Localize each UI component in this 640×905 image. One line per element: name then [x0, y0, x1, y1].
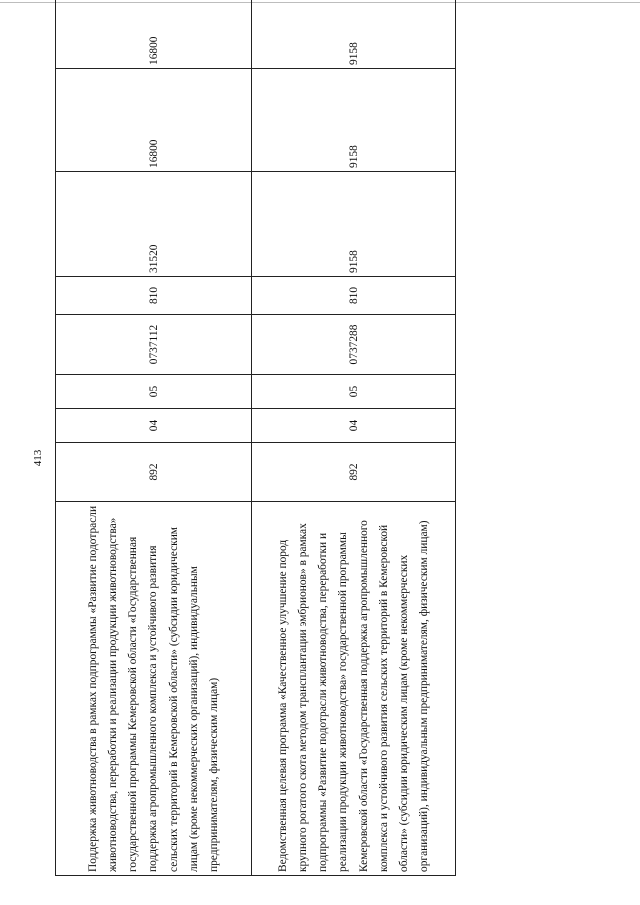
expense-type-code: 810 — [56, 277, 252, 315]
amount-year-2: 9158 — [252, 69, 456, 172]
row-description: Ведомственная целевая программа «Качественное улучшение пород крупного рогатого скота методом трансплантации эмбрионов» в рамках подпрограммы «Развитие подотрасли животноводства, переработки и реализации продукции животноводства» государственной программы Кемеровской области «Государственная поддержка агропромышленного комплекса и устойчивого развития сельских территорий в Кемеровской области» (субсидии юридическим лицам (кроме некоммерческих организаций), индивидуальным предпринимателям, физическим лицам) — [252, 502, 456, 876]
budget-table — [55, 0, 456, 876]
amount-year-3: 9158 — [252, 0, 456, 69]
amount-year-2: 16800 — [56, 69, 252, 172]
section-code: 04 — [252, 409, 456, 443]
amount-year-3: 16800 — [56, 0, 252, 69]
page-number: 413 — [32, 449, 44, 467]
ministry-code: 892 — [56, 443, 252, 502]
amount-year-1: 31520 — [56, 172, 252, 277]
row-description: Поддержка животноводства в рамках подпрограммы «Развитие подотрасли животноводства, переработки и реализации продукции животноводства» государственной программы Кемеровской области «Государственная поддержка агропромышленного комплекса и устойчивого развития сельских территорий в Кемеровской области» (субсидии юридическим лицам (кроме некоммерческих организаций), индивидуальным предпринимателям, физическим лицам) — [56, 502, 252, 876]
budget-table-rotated — [55, 36, 455, 876]
ministry-code: 892 — [252, 443, 456, 502]
section-code: 04 — [56, 409, 252, 443]
amount-year-1: 9158 — [252, 172, 456, 277]
table-row — [252, 0, 456, 876]
subsection-code: 05 — [252, 375, 456, 409]
expense-type-code: 810 — [252, 277, 456, 315]
subsection-code: 05 — [56, 375, 252, 409]
target-article-code: 0737112 — [56, 315, 252, 375]
table-row — [56, 0, 252, 876]
target-article-code: 0737288 — [252, 315, 456, 375]
